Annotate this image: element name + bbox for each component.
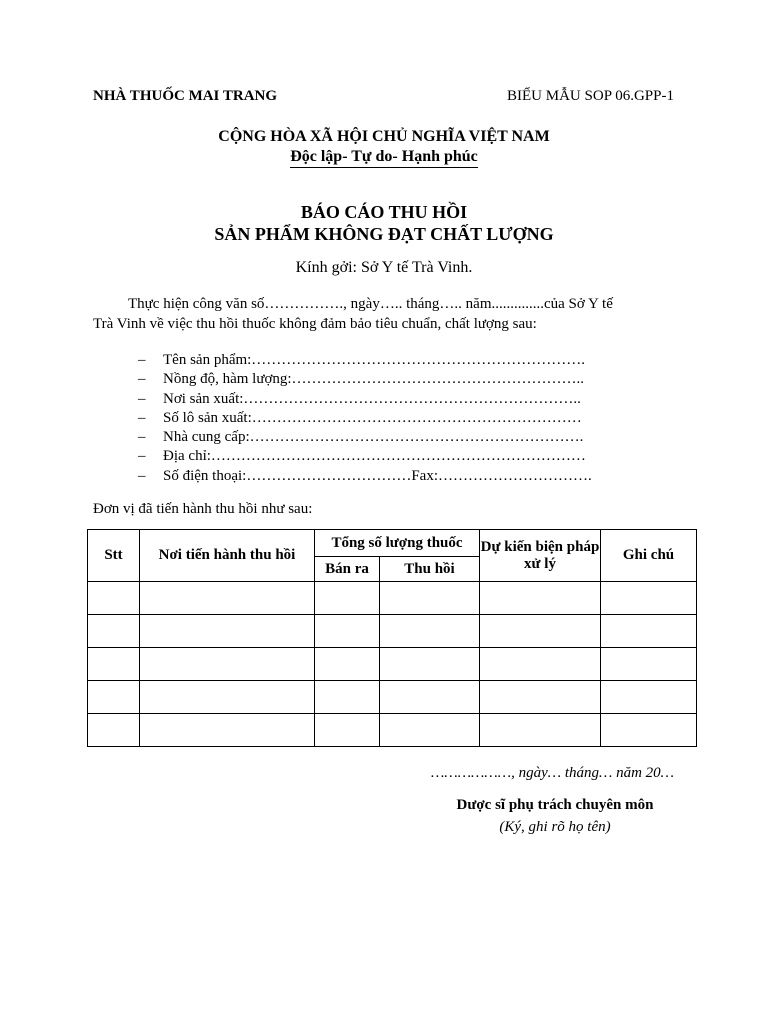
motto-container [0,148,768,168]
field-phone-fax: – Số điện thoại:……………………………Fax:…………………………. [138,467,592,484]
field-label: Số lô sản xuất:………………………………………………………… [163,409,582,426]
cell-recalled [380,714,480,747]
cell-location [140,681,315,714]
cell-sold [315,714,380,747]
field-product-name: – Tên sản phẩm:…………………………………………………………. [138,352,586,368]
field-manufacturer: – Nơi sản xuất:………………………………………………………….. [138,390,581,407]
cell-sold [315,681,380,714]
signer-note: (Ký, ghi rõ họ tên) [499,819,611,835]
cell-measure [480,681,601,714]
intro-line-2: Trà Vinh về việc thu hồi thuốc không đảm bảo tiêu chuẩn, chất lượng sau: [93,316,537,332]
cell-measure [480,648,601,681]
field-supplier: – Nhà cung cấp:…………………………………………………………. [138,429,584,446]
field-label: Nhà cung cấp:…………………………………………………………. [163,429,584,446]
unit-statement: Đơn vị đã tiến hành thu hồi như sau: [93,501,313,517]
header-location: Nơi tiến hành thu hồi [140,530,315,582]
cell-measure [480,615,601,648]
cell-notes [601,648,697,681]
header-notes: Ghi chú [601,530,697,582]
table-row [88,681,697,714]
cell-recalled [380,681,480,714]
cell-recalled [380,648,480,681]
cell-stt [88,648,140,681]
cell-stt [88,681,140,714]
field-label: Số điện thoại:……………………………Fax:…………………………. [163,467,592,484]
table-row [88,582,697,615]
header-sold: Bán ra [315,557,380,582]
intro-line-1: Thực hiện công văn số……………., ngày….. tháng….. năm..............của Sở Y tế [128,296,613,312]
national-motto: Độc lập- Tự do- Hạnh phúc [290,148,478,168]
cell-measure [480,582,601,615]
cell-notes [601,714,697,747]
product-info-list [138,351,592,486]
cell-recalled [380,582,480,615]
cell-stt [88,714,140,747]
report-title-line2: SẢN PHẨM KHÔNG ĐẠT CHẤT LƯỢNG [214,224,554,244]
cell-location [140,615,315,648]
table-row [88,648,697,681]
header-measure: Dự kiến biện pháp xử lý [480,530,601,582]
salutation: Kính gởi: Sở Y tế Trà Vinh. [295,259,473,276]
cell-sold [315,615,380,648]
field-address: – Địa chỉ:………………………………………………………………… [138,448,586,465]
cell-location [140,582,315,615]
cell-stt [88,615,140,648]
date-line: ………………, ngày… tháng… năm 20… [431,765,674,781]
signer-title: Dược sĩ phụ trách chuyên môn [456,797,654,813]
field-concentration: – Nồng độ, hàm lượng:………………………………………………….. [138,371,585,388]
header-stt: Stt [88,530,140,582]
cell-recalled [380,615,480,648]
field-label: Địa chỉ:………………………………………………………………… [163,448,586,465]
field-label: Tên sản phẩm:…………………………………………………………. [163,352,586,368]
cell-sold [315,648,380,681]
table-row [88,615,697,648]
header-recalled: Thu hồi [380,557,480,582]
recall-table [87,529,697,747]
cell-location [140,714,315,747]
pharmacy-name: NHÀ THUỐC MAI TRANG [93,88,278,104]
field-label: Nơi sản xuất:………………………………………………………….. [163,390,581,407]
cell-location [140,648,315,681]
cell-notes [601,582,697,615]
table-row [88,714,697,747]
cell-notes [601,615,697,648]
field-lot-number: – Số lô sản xuất:………………………………………………………… [138,409,582,426]
field-label: Nồng độ, hàm lượng:………………………………………………….. [163,371,585,388]
form-code: BIỂU MẪU SOP 06.GPP-1 [507,88,674,104]
cell-notes [601,681,697,714]
header-total-quantity: Tổng số lượng thuốc [315,530,480,557]
cell-sold [315,582,380,615]
report-title-line1: BÁO CÁO THU HỒI [300,202,468,222]
national-name: CỘNG HÒA XÃ HỘI CHỦ NGHĨA VIỆT NAM [218,128,550,145]
cell-stt [88,582,140,615]
cell-measure [480,714,601,747]
